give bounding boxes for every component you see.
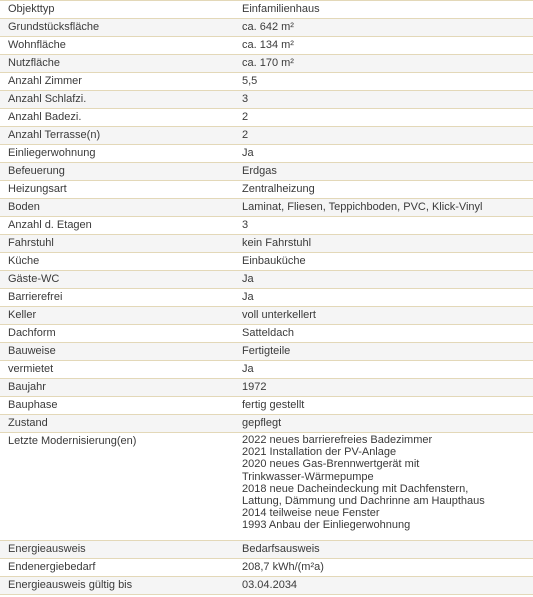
table-row [0,37,533,55]
row-value: Ja [242,291,254,303]
row-label: Befeuerung [8,165,65,177]
row-value: voll unterkellert [242,309,316,321]
modernization-line: 2018 neue Dacheindeckung mit Dachfenstern, [242,482,469,495]
modernization-line: 2021 Installation der PV-Anlage [242,446,397,459]
row-label: Gäste-WC [8,273,60,285]
row-label: Nutzfläche [8,57,60,69]
modernization-line: 2022 neues barrierefreies Badezimmer [242,434,433,446]
row-label: Anzahl Terrasse(n) [8,129,101,141]
row-label: Barrierefrei [8,291,63,303]
table-row [0,19,533,37]
table-row [0,73,533,91]
row-label: Anzahl Zimmer [8,75,82,87]
row-value: 3 [242,93,249,105]
modernization-line: 2020 neues Gas-Brennwertgerät mit [242,458,420,471]
row-label: Grundstücksfläche [8,21,100,33]
row-label: Dachform [8,327,56,339]
row-label: Baujahr [8,381,46,393]
table-row [0,289,533,307]
table-row [0,91,533,109]
row-label: Objekttyp [8,3,55,15]
table-row [0,145,533,163]
row-value: 1972 [242,381,267,393]
row-label: Energieausweis [8,543,86,555]
row-label: Anzahl Badezi. [8,111,82,123]
table-row [0,559,533,577]
table-row [0,307,533,325]
row-label: Keller [8,309,37,321]
row-value: fertig gestellt [242,399,305,411]
row-value: gepflegt [242,417,282,429]
table-row [0,235,533,253]
row-value: 5,5 [242,75,258,87]
table-row [0,217,533,235]
row-value: Ja [242,147,254,159]
table-row [0,163,533,181]
row-value: Ja [242,273,254,285]
row-value: Fertigteile [242,345,291,357]
row-label: Wohnfläche [8,39,66,51]
table-row [0,1,533,19]
row-label: Heizungsart [8,183,67,195]
table-row [0,379,533,397]
row-label: Letzte Modernisierung(en) [8,435,137,447]
table-row [0,343,533,361]
row-label: Bauphase [8,399,58,411]
row-value: ca. 170 m² [242,57,294,69]
row-value: Ja [242,363,254,375]
row-value: 3 [242,219,249,231]
table-row [0,127,533,145]
row-label: Boden [8,201,40,213]
table-row [0,253,533,271]
row-value: Satteldach [242,327,294,339]
modernization-line: 1993 Anbau der Einliegerwohnung [242,519,411,532]
row-value: ca. 642 m² [242,21,294,33]
modernization-line: 2014 teilweise neue Fenster [242,507,380,520]
table-row [0,271,533,289]
row-value: Laminat, Fliesen, Teppichboden, PVC, Klick-Vinyl [242,201,483,213]
table-row [0,433,533,541]
row-value [242,434,533,532]
table-row [0,109,533,127]
table-row [0,55,533,73]
row-value: 2 [242,111,249,123]
row-label: Anzahl Schlafzi. [8,93,87,105]
table-row [0,361,533,379]
row-value: Zentralheizung [242,183,315,195]
row-label: Endenergiebedarf [8,561,96,573]
table-row [0,415,533,433]
modernization-line: Lattung, Dämmung und Dachrinne am Haupthaus [242,495,485,508]
row-value: Erdgas [242,165,277,177]
modernization-line: Trinkwasser-Wärmepumpe [242,470,374,483]
row-value: Einbauküche [242,255,306,267]
row-value: Bedarfsausweis [242,543,320,555]
table-row [0,541,533,559]
table-row [0,397,533,415]
table-row [0,577,533,595]
row-value: 208,7 kWh/(m²a) [242,561,324,573]
row-label: Zustand [8,417,48,429]
row-label: Einliegerwohnung [8,147,96,159]
row-label: Energieausweis gültig bis [8,579,133,591]
table-row [0,325,533,343]
row-label: Küche [8,255,40,267]
row-value: kein Fahrstuhl [242,237,312,249]
row-value: ca. 134 m² [242,39,294,51]
row-value: 2 [242,129,249,141]
row-value: Einfamilienhaus [242,3,320,15]
row-label: Anzahl d. Etagen [8,219,92,231]
row-value: 03.04.2034 [242,579,298,591]
table-row [0,181,533,199]
row-label: vermietet [8,363,54,375]
table-row [0,199,533,217]
row-label: Bauweise [8,345,56,357]
row-label: Fahrstuhl [8,237,54,249]
